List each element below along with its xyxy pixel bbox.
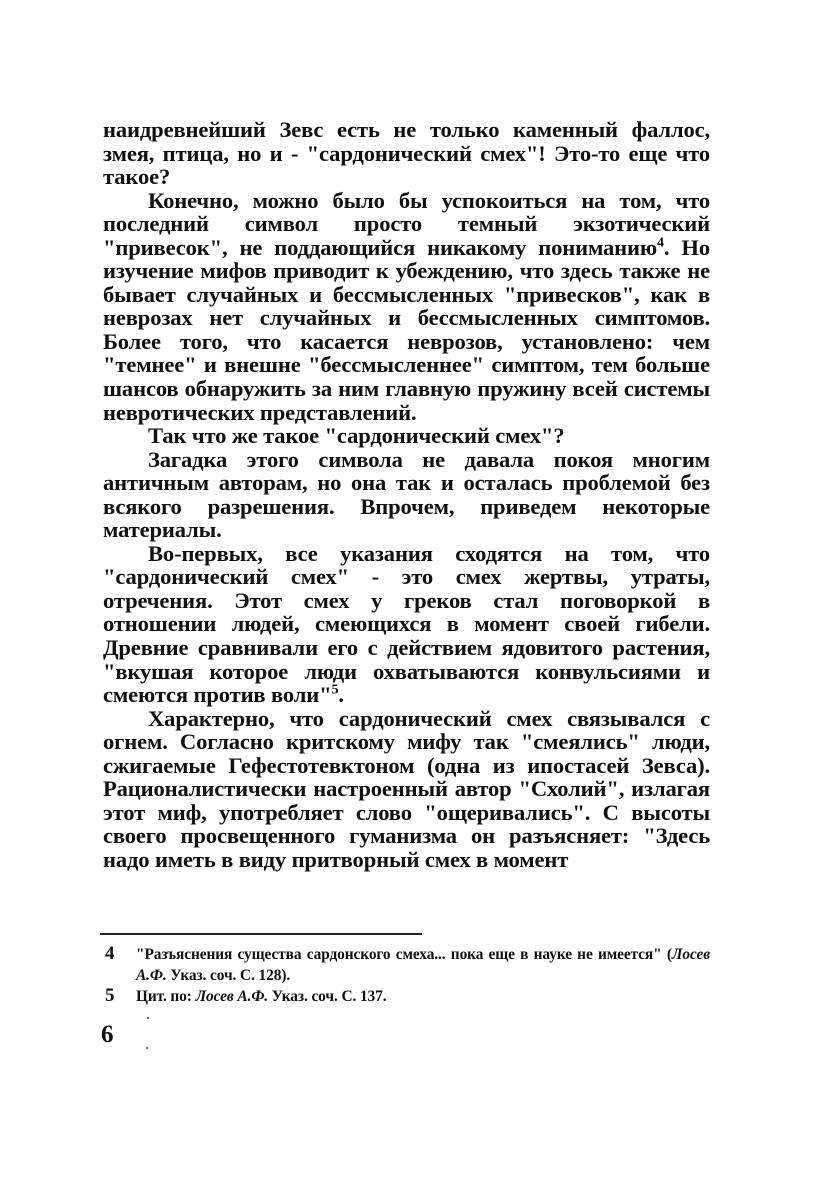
footnote-5-text-after: Указ. соч. С. 137. (268, 988, 387, 1005)
footnote-5-author: Лосев А.Ф. (195, 988, 269, 1005)
footnotes (103, 944, 710, 1007)
footnote-ref-4[interactable]: 4 (657, 235, 664, 251)
paragraph-3 (103, 424, 710, 448)
footnote-5 (103, 986, 710, 1007)
paragraph-4 (103, 448, 710, 542)
paragraph-2 (103, 189, 710, 424)
paragraph-1-text: наидревнейший Зевс есть не только каменный фаллос, змея, птица, но и - "сардонический смех"! Это-то еще что такое? (103, 117, 710, 190)
footnote-4-text-after: Указ. соч. С. 128). (166, 967, 291, 984)
footnote-5-text-before: Цит. по: (136, 988, 196, 1005)
footnote-4-number: 4 (105, 943, 115, 964)
footnote-4-text (136, 944, 710, 986)
paragraph-2-text-after: . Но изучение мифов приводит к убеждению, что здесь также не бывает случайных и бессмысленных "привесков", как в неврозах нет случайных и бессмысленных симптомов. Более того, что касается неврозов, установлено: чем "темнее" и внешне "бессмысленнее" симптом, тем больше шансов обнаружить за ним главную пружину всей системы невротических представлений. (103, 234, 710, 425)
page-number: 6 (101, 1021, 114, 1048)
paragraph-5-text-before: Во-первых, все указания сходятся на том, что "сардонический смех" - это смех жертвы, утраты, отречения. Этот смех у греков стал поговоркой в отношении людей, смеющихся в момент своей гибели. Древние сравнивали его с действием ядовитого растения, "вкушая которое люди охватываются конвульсиями и смеются против воли" (103, 540, 710, 708)
footnote-4-text-before: "Разъяснения существа сардонского смеха... пока еще в науке не имеется" ( (136, 946, 672, 963)
paragraph-5-text-after: . (338, 682, 344, 708)
footnote-5-text (136, 986, 710, 1007)
footnote-divider (100, 933, 422, 936)
paragraph-5 (103, 542, 710, 707)
scan-speck (146, 1047, 148, 1049)
paragraph-4-text: Загадка этого символа не давала покоя многим античным авторам, но она так и осталась проблемой без всякого разрешения. Впрочем, приведем некоторые материалы. (103, 446, 710, 543)
paragraph-1 (103, 118, 710, 189)
main-text (103, 118, 710, 872)
paragraph-6 (103, 707, 710, 872)
paragraph-2-text-before: Конечно, можно было бы успокоиться на том, что последний символ просто темный экзотический "привесок", не поддающийся никакому пониманию (103, 187, 710, 260)
footnote-ref-5[interactable]: 5 (331, 682, 339, 698)
footnote-4 (103, 944, 710, 986)
paragraph-3-text: Так что же такое "сардонический смех"? (148, 423, 565, 449)
scan-speck (147, 1017, 149, 1019)
footnote-5-number: 5 (105, 985, 115, 1006)
paragraph-6-text: Характерно, что сардонический смех связывался с огнем. Согласно критскому мифу так "смеялись" люди, сжигаемые Гефестотевктоном (одна из ипостасей Зевса). Рационалистически настроенный автор "Схолий", излагая этот миф, употребляет слово "ощеривались". С высоты своего просвещенного гуманизма он разъясняет: "Здесь надо иметь в виду притворный смех в момент (103, 705, 710, 872)
footnote-4-author: Лосев А.Ф. (136, 946, 710, 984)
